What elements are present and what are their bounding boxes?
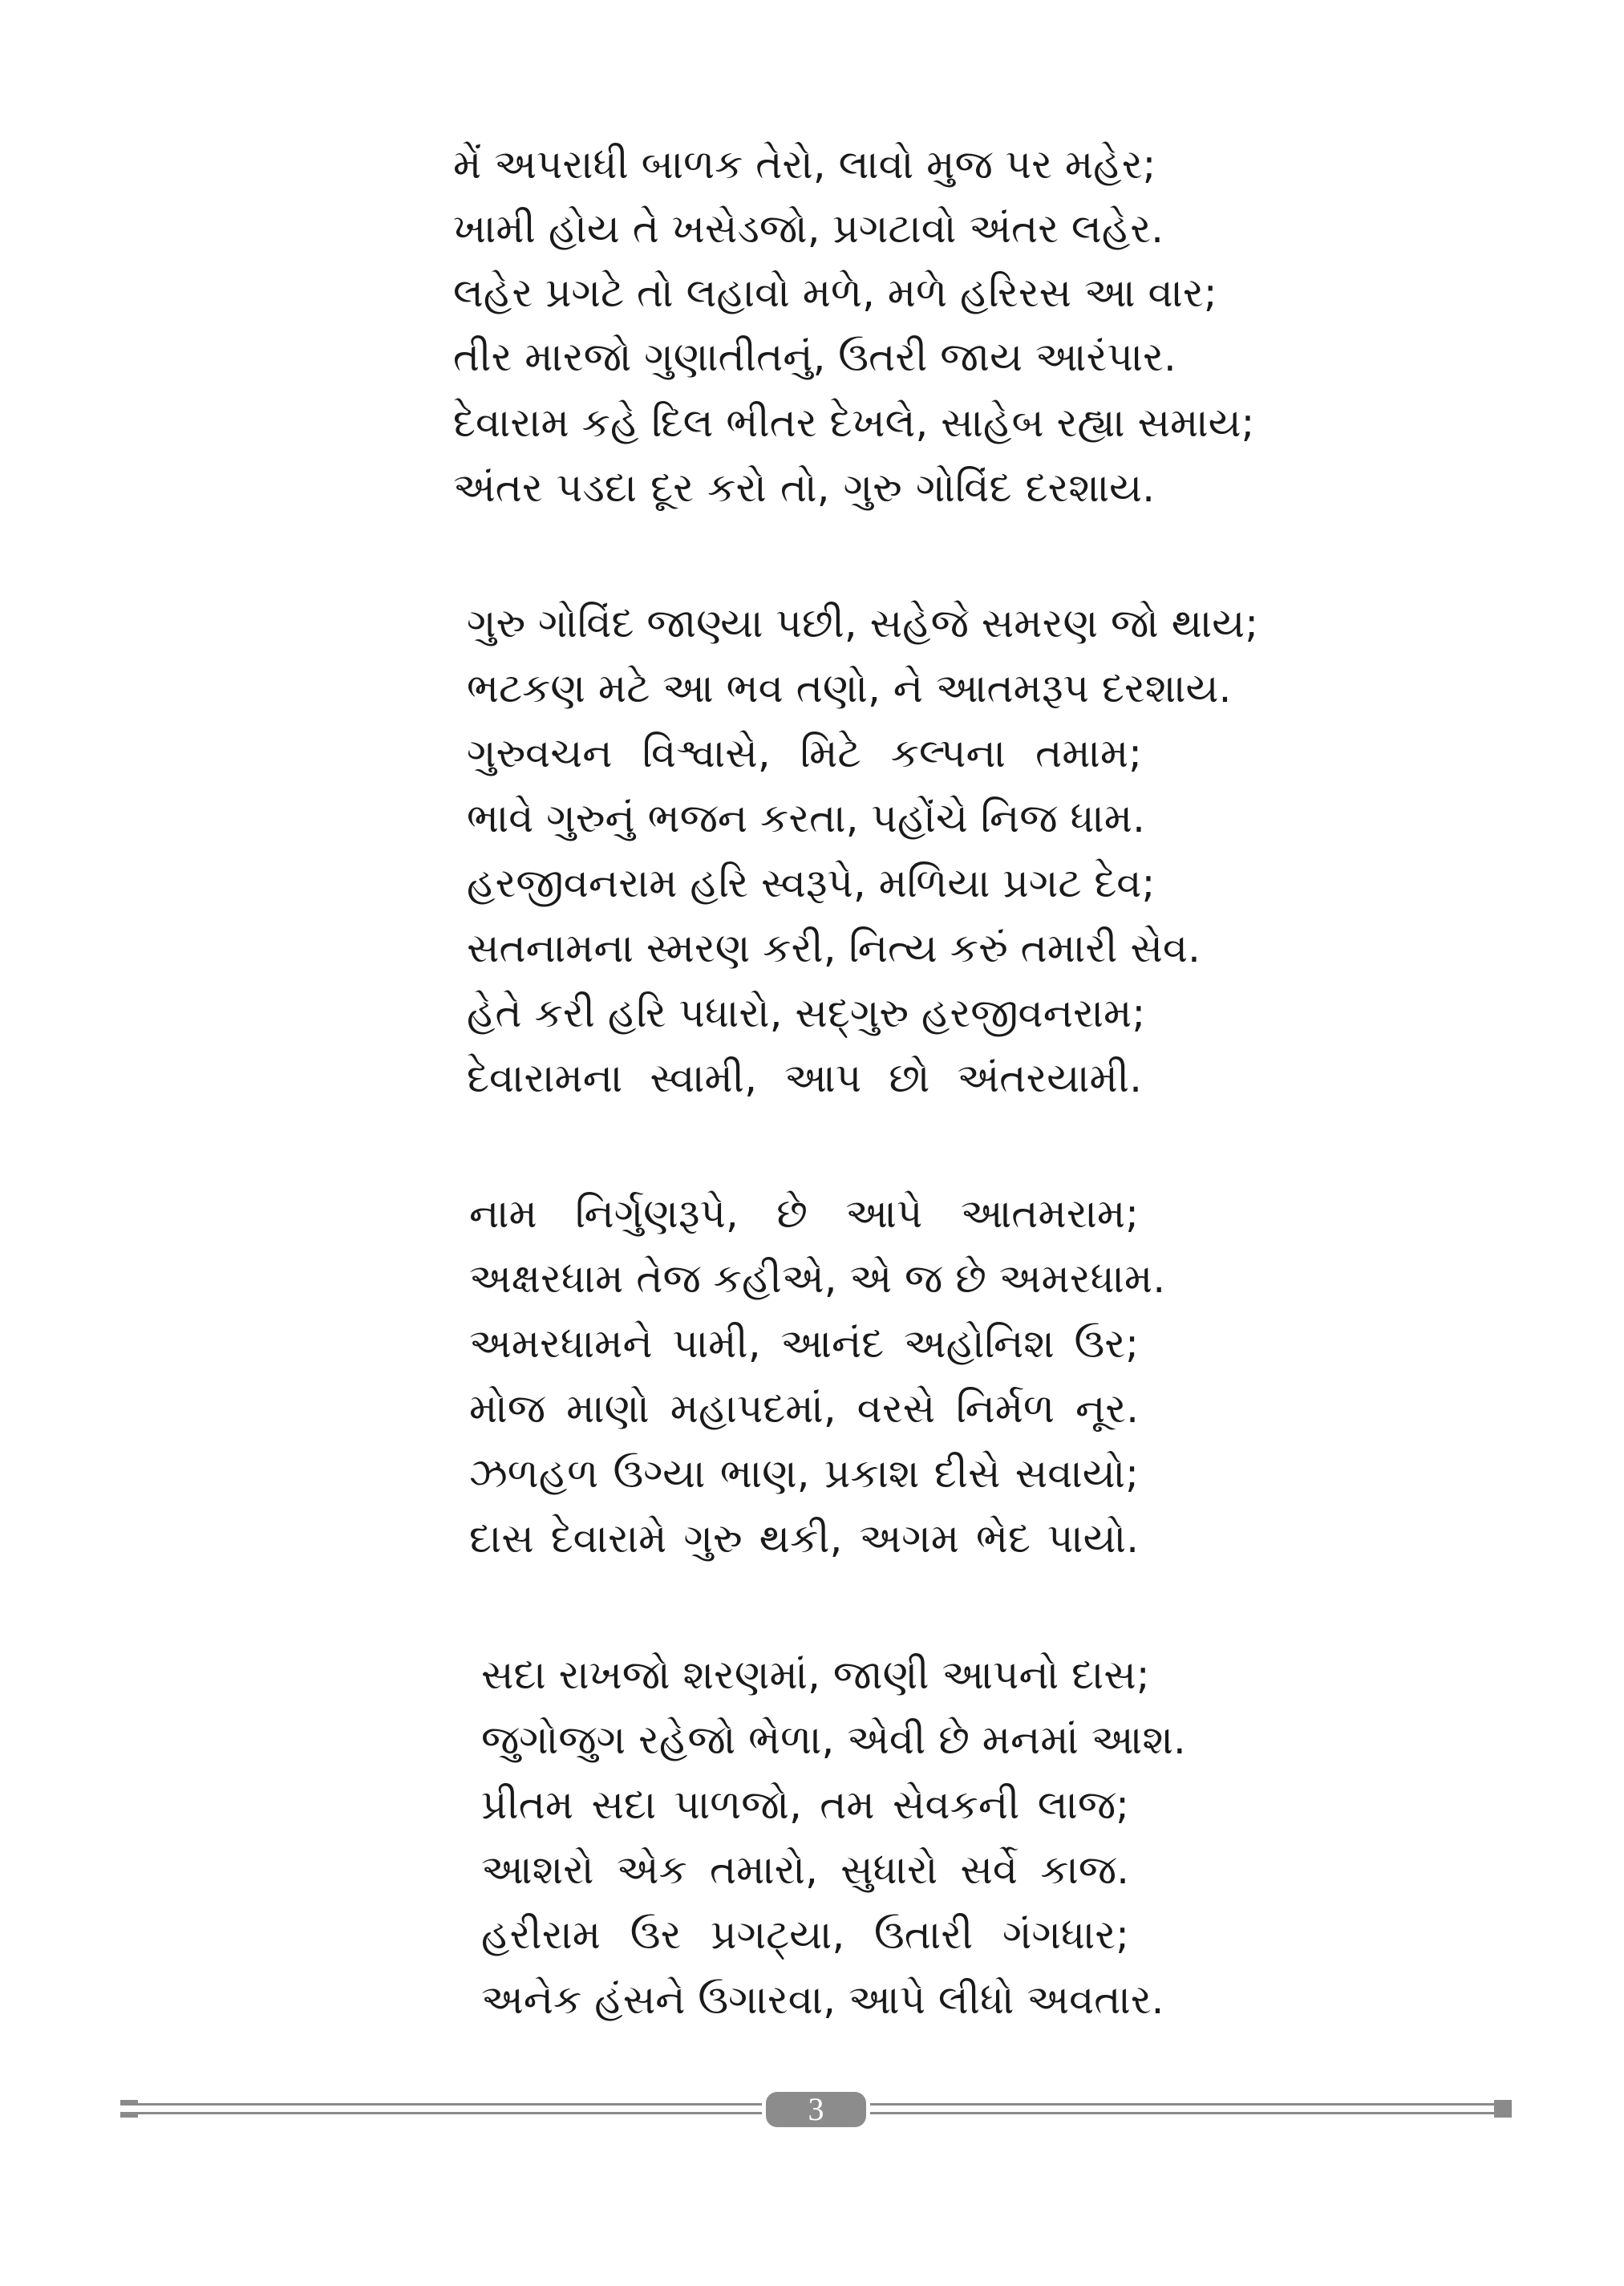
footer-rule-left xyxy=(120,2103,762,2114)
verse-line: હરજીવનરામ હરિ સ્વરૂપે, મળિયા પ્રગટ દેવ; xyxy=(467,860,1156,906)
verse-line: અંતર પડદા દૂર કરો તો, ગુરુ ગોવિંદ દરશાય. xyxy=(453,464,1155,511)
verse-line: લહેર પ્રગટે તો લહાવો મળે, મળે હરિરસ આ વાર; xyxy=(453,270,1217,316)
verse-line: ગુરુ ગોવિંદ જાણ્યા પછી, સહેજે સમરણ જો થાય; xyxy=(467,600,1259,646)
verse-line: અમરધામને પામી, આનંદ અહોનિશ ઉર; xyxy=(469,1320,1139,1367)
verse-line: દેવારામના સ્વામી, આપ છો અંતરયામી. xyxy=(467,1055,1142,1101)
verse-line: ભટકણ મટે આ ભવ તણો, ને આતમરૂપ દરશાય. xyxy=(467,665,1232,711)
verse-line: અનેક હંસને ઉગારવા, આપે લીધો અવતાર. xyxy=(481,1976,1164,2023)
verse-line: ભાવે ગુરુનું ભજન કરતા, પહોંચે નિજ ધામ. xyxy=(467,795,1145,841)
verse-line: ખામી હોય તે ખસેડજો, પ્રગટાવો અંતર લહેર. xyxy=(453,205,1164,252)
verse-line: મેં અપરાધી બાળક તેરો, લાવો મુજ પર મહેર; xyxy=(453,141,1156,188)
verse-line: તીર મારજો ગુણાતીતનું, ઉતરી જાય આરંપાર. xyxy=(453,334,1176,380)
verse-line: સદા રાખજો શરણમાં, જાણી આપનો દાસ; xyxy=(481,1652,1150,1698)
verse-line: અક્ષરધામ તેજ કહીએ, એ જ છે અમરધામ. xyxy=(469,1255,1166,1302)
verse-line: ઝળહળ ઉગ્યા ભાણ, પ્રકાશ દીસે સવાયો; xyxy=(469,1450,1139,1497)
verse-line: હરીરામ ઉર પ્રગટ્યા, ઉતારી ગંગધાર; xyxy=(481,1911,1129,1958)
verse-line: હેતે કરી હરિ પધારો, સદ્‌ગુરુ હરજીવનરામ; xyxy=(467,990,1146,1036)
footer-rule-cap-right xyxy=(1494,2100,1512,2118)
verse-line: દેવારામ કહે દિલ ભીતર દેખલે, સાહેબ રહ્યા સમાય; xyxy=(453,399,1255,446)
verse-line: જુગોજુગ રહેજો ભેળા, એવી છે મનમાં આશ. xyxy=(481,1717,1186,1763)
footer-rule-right xyxy=(870,2103,1512,2114)
verse-line: પ્રીતમ સદા પાળજો, તમ સેવકની લાજ; xyxy=(481,1781,1129,1828)
verse-line: સતનામના સ્મરણ કરી, નિત્ય કરું તમારી સેવ. xyxy=(467,925,1201,971)
verse-line: દાસ દેવારામે ગુરુ થકી, અગમ ભેદ પાયો. xyxy=(469,1515,1139,1562)
page-footer xyxy=(0,2085,1624,2134)
verse-line: મોજ માણો મહાપદમાં, વરસે નિર્મળ નૂર. xyxy=(469,1385,1139,1432)
verse-line: ગુરુવચન વિશ્વાસે, મિટે કલ્પના તમામ; xyxy=(467,730,1142,776)
verse-line: આશરો એક તમારો, સુધારો સર્વે કાજ. xyxy=(481,1846,1129,1893)
page-number: 3 xyxy=(766,2092,866,2127)
verse-line: નામ નિર્ગુણરૂપે, છે આપે આતમરામ; xyxy=(469,1190,1139,1237)
